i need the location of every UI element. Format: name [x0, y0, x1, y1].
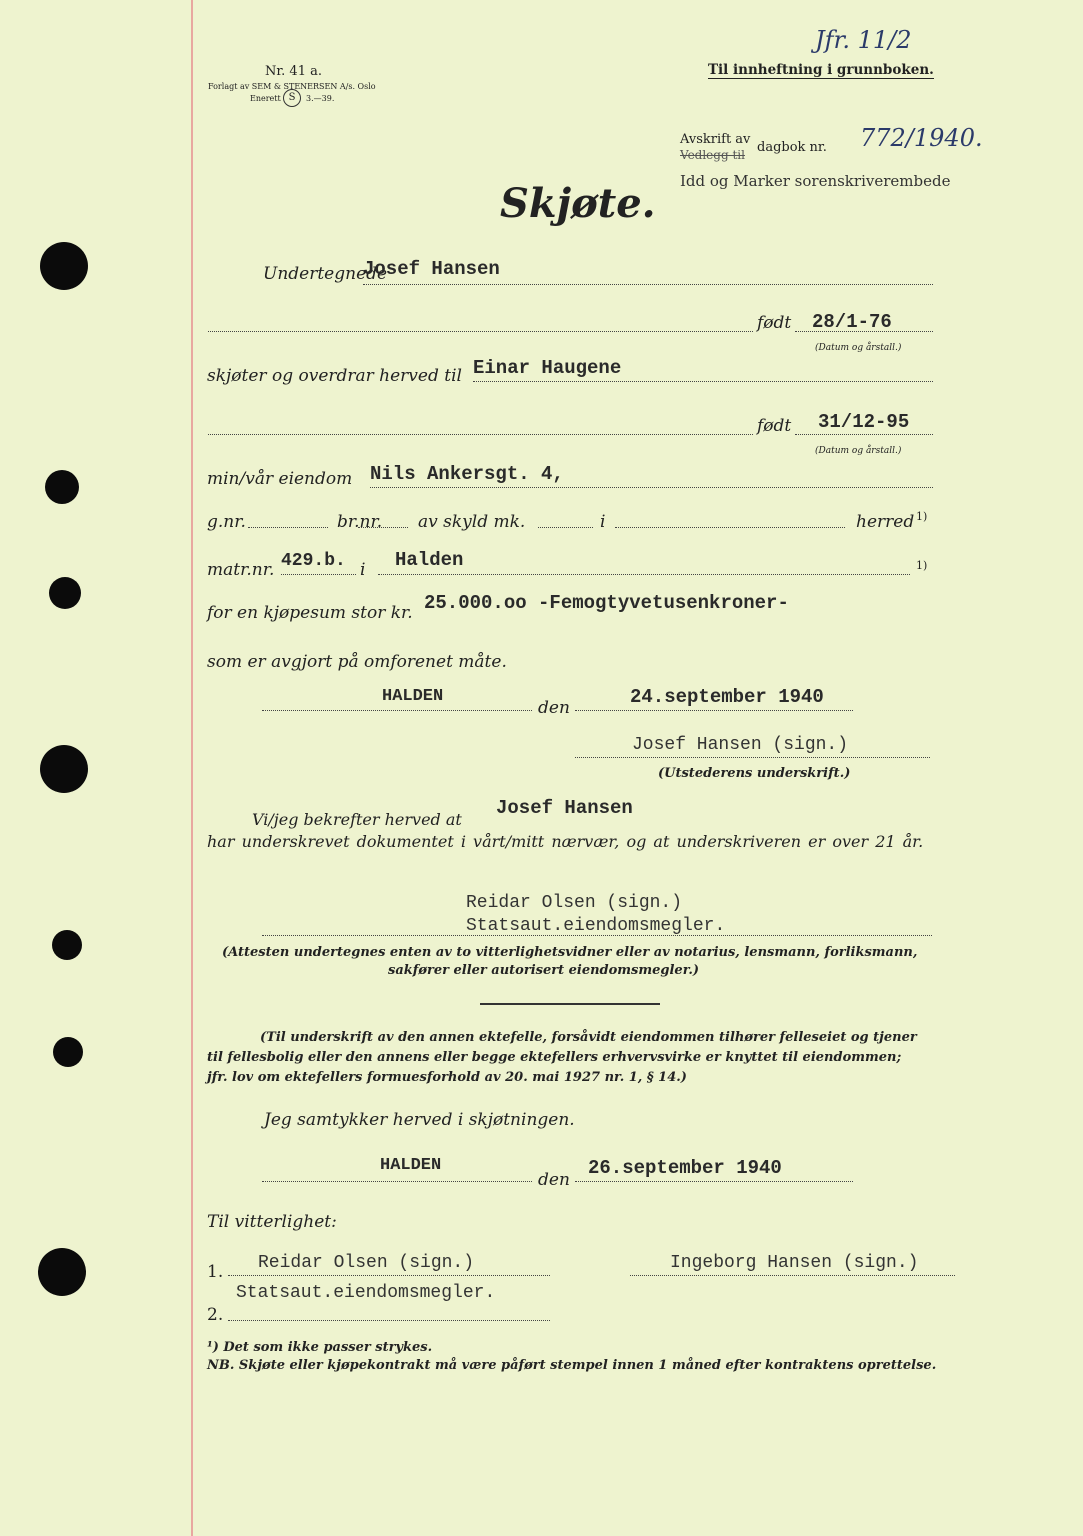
price-settled: som er avgjort på omforenet måte.	[207, 652, 507, 672]
attest-note-1: (Attesten undertegnes enten av to vitterlighetsvidner eller av notarius, lensmann, forliksmann,	[222, 945, 918, 960]
seller-born-hint: (Datum og årstall.)	[815, 343, 902, 353]
buyer-born-label: født	[757, 416, 792, 436]
spouse-note-2: til fellesbolig eller den annens eller begge ektefellers erhvervsvirke er knyttet til eiendommen;	[207, 1050, 902, 1065]
witness-line	[262, 935, 932, 936]
witnesses-label: Til vitterlighet:	[207, 1212, 337, 1232]
punch-hole	[53, 1037, 83, 1067]
matr-place-line	[378, 574, 910, 575]
consent-place-line	[262, 1181, 532, 1182]
buyer-line	[473, 381, 933, 382]
publisher-date: 3.—39.	[306, 94, 335, 103]
form-number: Nr. 41 a.	[265, 64, 322, 79]
signing-date: 24.september 1940	[630, 686, 824, 708]
spouse-signature-line	[630, 1275, 955, 1276]
buyer-born-date: 31/12-95	[818, 411, 910, 433]
witness-2-line	[228, 1320, 550, 1321]
spouse-note-3: jfr. lov om ektefellers formuesforhold av 20. mai 1927 nr. 1, § 14.)	[207, 1070, 687, 1085]
property-address: Nils Ankersgt. 4,	[370, 463, 564, 485]
signature-caption: (Utstederens underskrift.)	[658, 766, 851, 781]
brnr-label: br.nr.	[337, 512, 383, 532]
consent-text: Jeg samtykker herved i skjøtningen.	[264, 1110, 575, 1130]
signature-line	[575, 757, 930, 758]
stamp-dagbok-label: dagbok nr.	[757, 140, 827, 155]
publisher-logo-icon: S	[283, 89, 301, 107]
consent-den: den	[538, 1170, 570, 1190]
footnote-nb: NB. Skjøte eller kjøpekontrakt må være påført stempel innen 1 måned efter kontraktens oprettelse.	[207, 1358, 937, 1373]
matr-place: Halden	[395, 549, 464, 571]
seller-line	[363, 284, 933, 285]
punch-hole	[52, 930, 82, 960]
seller-label: Undertegnede	[263, 264, 388, 284]
stamp-prefix: Avskrift av	[680, 132, 751, 147]
document-title: Skjøte.	[500, 180, 656, 227]
gnr-label: g.nr.	[207, 512, 246, 532]
punch-hole	[38, 1248, 86, 1296]
buyer-label: skjøter og overdrar herved til	[207, 366, 462, 386]
signing-date-line	[575, 710, 853, 711]
spouse-note-1: (Til underskrift av den annen ektefelle, forsåvidt eiendommen tilhører felleseiet og tjener	[260, 1030, 917, 1045]
signing-place: HALDEN	[382, 687, 444, 706]
consent-date-line	[575, 1181, 853, 1182]
witness-1-line	[228, 1275, 550, 1276]
punch-hole	[40, 242, 88, 290]
price-value: 25.000.oo -Femogtyvetusenkroner-	[424, 592, 789, 614]
witness-1-title: Statsaut.eiendomsmegler.	[236, 1283, 496, 1303]
punch-hole	[45, 470, 79, 504]
matr-i-label: i	[360, 560, 366, 580]
stamp-title: Til innheftning i grunnboken.	[708, 62, 934, 78]
witness-title: Statsaut.eiendomsmegler.	[466, 916, 726, 936]
dagbok-number: 772/1940.	[860, 124, 983, 152]
buyer-born-line	[795, 434, 933, 435]
gnr-line	[248, 527, 328, 528]
stamp-court: Idd og Marker sorenskriverembede	[680, 172, 951, 190]
seller-born-label: født	[757, 313, 792, 333]
confirm-prefix: Vi/jeg bekrefter herved at	[252, 810, 462, 829]
publisher-line: Forlagt av SEM & STENERSEN A/s. Oslo	[208, 82, 376, 91]
herred-line	[615, 527, 845, 528]
signing-place-line	[262, 710, 532, 711]
margin-rule	[191, 0, 193, 1536]
herred-label: herred	[856, 512, 915, 532]
property-line	[370, 487, 933, 488]
attest-note-2: sakfører eller autorisert eiendomsmegler.)	[388, 963, 700, 978]
brnr-line	[358, 527, 408, 528]
seller-extra-line	[208, 331, 753, 332]
spouse-signature: Ingeborg Hansen (sign.)	[670, 1253, 919, 1273]
skyld-label: av skyld mk.	[418, 512, 526, 532]
witness-1-name: Reidar Olsen (sign.)	[258, 1253, 475, 1273]
skyld-line	[538, 527, 593, 528]
buyer-extra-line	[208, 434, 753, 435]
witness-number-1: 1.	[207, 1262, 224, 1282]
footnote-1: ¹) Det som ikke passer strykes.	[207, 1340, 433, 1355]
handwritten-note: Jfr. 11/2	[815, 26, 912, 54]
seller-name: Josef Hansen	[363, 258, 500, 280]
matr-footnote-mark: 1)	[916, 559, 928, 572]
matr-value: 429.b.	[281, 551, 346, 571]
consent-date: 26.september 1940	[588, 1157, 782, 1179]
matr-line	[281, 574, 356, 575]
confirm-text: har underskrevet dokumentet i vårt/mitt nærvær, og at underskriveren er over 21 år.	[207, 832, 924, 851]
buyer-born-hint: (Datum og årstall.)	[815, 446, 902, 456]
divider	[480, 1003, 660, 1005]
herred-footnote-mark: 1)	[916, 510, 928, 523]
property-label: min/vår eiendom	[207, 469, 353, 489]
seller-signature: Josef Hansen (sign.)	[632, 735, 849, 755]
stamp-struck-text: Vedlegg til	[680, 148, 745, 162]
signing-den: den	[538, 698, 570, 718]
price-label: for en kjøpesum stor kr.	[207, 603, 413, 623]
punch-hole	[49, 577, 81, 609]
consent-place: HALDEN	[380, 1156, 442, 1175]
seller-born-line	[795, 331, 933, 332]
matr-label: matr.nr.	[207, 560, 275, 580]
publisher-enerett: Enerett	[250, 94, 281, 103]
punch-hole	[40, 745, 88, 793]
witness-number-2: 2.	[207, 1305, 224, 1325]
witness-signature: Reidar Olsen (sign.)	[466, 893, 683, 913]
confirm-name: Josef Hansen	[496, 797, 633, 819]
i-label: i	[600, 512, 606, 532]
buyer-name: Einar Haugene	[473, 357, 622, 379]
seller-born-date: 28/1-76	[812, 311, 892, 333]
